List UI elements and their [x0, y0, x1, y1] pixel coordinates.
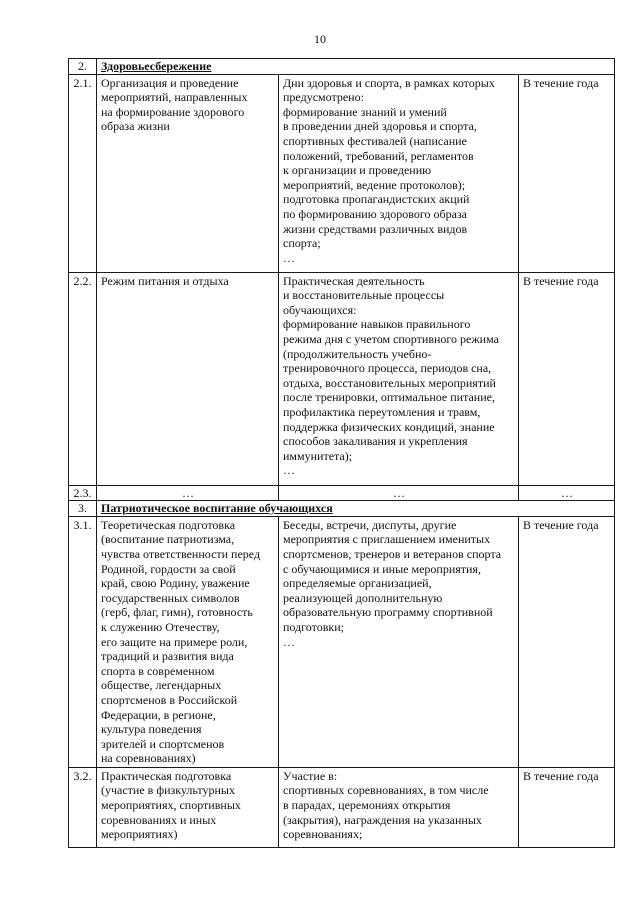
text-line: соревнованиях и иных [101, 812, 217, 827]
text-line: спорта; [283, 236, 321, 251]
activity-name-cell [97, 74, 279, 272]
text-line: зрителей и спортсменов [101, 736, 225, 751]
row-number: 3.1. [69, 516, 97, 767]
text-line: культура поведения [101, 722, 202, 737]
text-line: Дни здоровья и спорта, в рамках которых [283, 75, 495, 90]
table-row-2-2 [69, 272, 615, 485]
text-line: отдыха, восстановительных мероприятий [283, 375, 496, 390]
table-row-section-2 [69, 59, 615, 75]
row-number: 2.2. [69, 272, 97, 485]
text-line: … [283, 250, 295, 265]
activity-name-cell [97, 767, 279, 847]
events-table [68, 58, 615, 848]
text-line: обществе, легендарных [101, 678, 222, 693]
text-line: Родиной, гордости за свой [101, 561, 236, 576]
text-line: (закрытия), награждения на указанных [283, 812, 482, 827]
activity-name-cell [97, 272, 279, 485]
table-row-2-3 [69, 485, 615, 501]
text-line: иммунитета); [283, 448, 353, 463]
activity-content-cell: … [279, 485, 519, 501]
activity-name-cell: … [97, 485, 279, 501]
text-line: подготовка пропагандистских акций [283, 192, 470, 207]
text-line: мероприятиях, спортивных [101, 797, 241, 812]
text-line: поддержка физических кондиций, знание [283, 419, 495, 434]
text-line: к служению Отечеству, [101, 619, 220, 634]
activity-content-cell [279, 272, 519, 485]
text-line: образа жизни [101, 119, 170, 134]
section-title-cell [97, 59, 615, 75]
text-line: Практическая подготовка [101, 768, 232, 783]
text-line: способов закаливания и укрепления [283, 434, 468, 449]
text-line: Федерации, в регионе, [101, 707, 216, 722]
text-line: в проведении дней здоровья и спорта, [283, 119, 477, 134]
text-line: на соревнованиях) [101, 751, 196, 766]
table-row-section-3 [69, 501, 615, 517]
text-line: в парадах, церемониях открытия [283, 797, 451, 812]
table-row-3-1 [69, 516, 615, 767]
text-line: (герб, флаг, гимн), готовность [101, 605, 253, 620]
text-line: режима дня с учетом спортивного режима [283, 331, 499, 346]
text-line: обучающихся: [283, 302, 357, 317]
row-number: 2.1. [69, 74, 97, 272]
page-number: 10 [314, 32, 326, 46]
text-line: на формирование здорового [101, 104, 245, 119]
text-line: государственных символов [101, 590, 240, 605]
row-number: 2.3. [69, 485, 97, 501]
text-line: Теоретическая подготовка [101, 517, 236, 532]
text-line: (продолжительность учебно- [283, 346, 432, 361]
text-line: мероприятия с приглашением именитых [283, 532, 491, 547]
text-line: … [283, 463, 295, 478]
text-line: мероприятий, направленных [101, 90, 248, 105]
text-line: к организации и проведению [283, 163, 432, 178]
row-number: 3. [69, 501, 97, 517]
text-line: традиций и развития вида [101, 649, 234, 664]
activity-term-cell: В течение года [519, 272, 615, 485]
activity-content-cell [279, 767, 519, 847]
text-line: Практическая деятельность [283, 273, 425, 288]
text-line: соревнованиях; [283, 827, 363, 842]
text-line: Режим питания и отдыха [101, 273, 229, 288]
table-row-3-2 [69, 767, 615, 847]
activity-content-cell [279, 74, 519, 272]
text-line: … [283, 634, 295, 649]
activity-term-cell: … [519, 485, 615, 501]
text-line: (участие в физкультурных [101, 783, 235, 798]
text-line: по формированию здорового образа [283, 206, 468, 221]
text-line: определяемые организацией, [283, 576, 432, 591]
text-line: после тренировки, оптимальное питание, [283, 390, 495, 405]
section-title-cell [97, 501, 615, 517]
text-line: спорта в современном [101, 663, 215, 678]
row-number: 2. [69, 59, 97, 75]
activity-name-cell [97, 516, 279, 767]
text-line: формирование навыков правильного [283, 317, 471, 332]
text-line: (воспитание патриотизма, [101, 532, 235, 547]
text-line: тренировочного процесса, периодов сна, [283, 361, 492, 376]
text-line: мероприятиях) [101, 827, 178, 842]
activity-content-cell [279, 516, 519, 767]
text-line: его защите на примере роли, [101, 634, 248, 649]
text-line: мероприятий, ведение протоколов); [283, 177, 466, 192]
text-line: с обучающимися и иные мероприятия, [283, 561, 481, 576]
text-line: предусмотрено: [283, 90, 364, 105]
text-line: и восстановительные процессы [283, 288, 445, 303]
text-line: Организация и проведение [101, 75, 239, 90]
text-line: чувства ответственности перед [101, 546, 261, 561]
activity-term-cell: В течение года [519, 74, 615, 272]
text-line: Беседы, встречи, диспуты, другие [283, 517, 457, 532]
text-line: спортивных фестивалей (написание [283, 133, 467, 148]
text-line: край, свою Родину, уважение [101, 576, 250, 591]
row-number: 3.2. [69, 767, 97, 847]
text-line: спортсменов, тренеров и ветеранов спорта [283, 546, 502, 561]
text-line: подготовки; [283, 619, 344, 634]
activity-term-cell: В течение года [519, 767, 615, 847]
text-line: спортсменов в Российской [101, 692, 238, 707]
text-line: положений, требований, регламентов [283, 148, 474, 163]
section-title: Патриотическое воспитание обучающихся [101, 501, 333, 516]
text-line: Участие в: [283, 768, 338, 783]
events-table-body [69, 59, 615, 848]
text-line: образовательную программу спортивной [283, 605, 493, 620]
text-line: реализующей дополнительную [283, 590, 443, 605]
activity-term-cell: В течение года [519, 516, 615, 767]
table-row-2-1 [69, 74, 615, 272]
text-line: профилактика переутомления и травм, [283, 404, 481, 419]
text-line: жизни средствами различных видов [283, 221, 468, 236]
text-line: формирование знаний и умений [283, 104, 447, 119]
text-line: спортивных соревнованиях, в том числе [283, 783, 489, 798]
section-title: Здоровьесбережение [101, 59, 212, 73]
